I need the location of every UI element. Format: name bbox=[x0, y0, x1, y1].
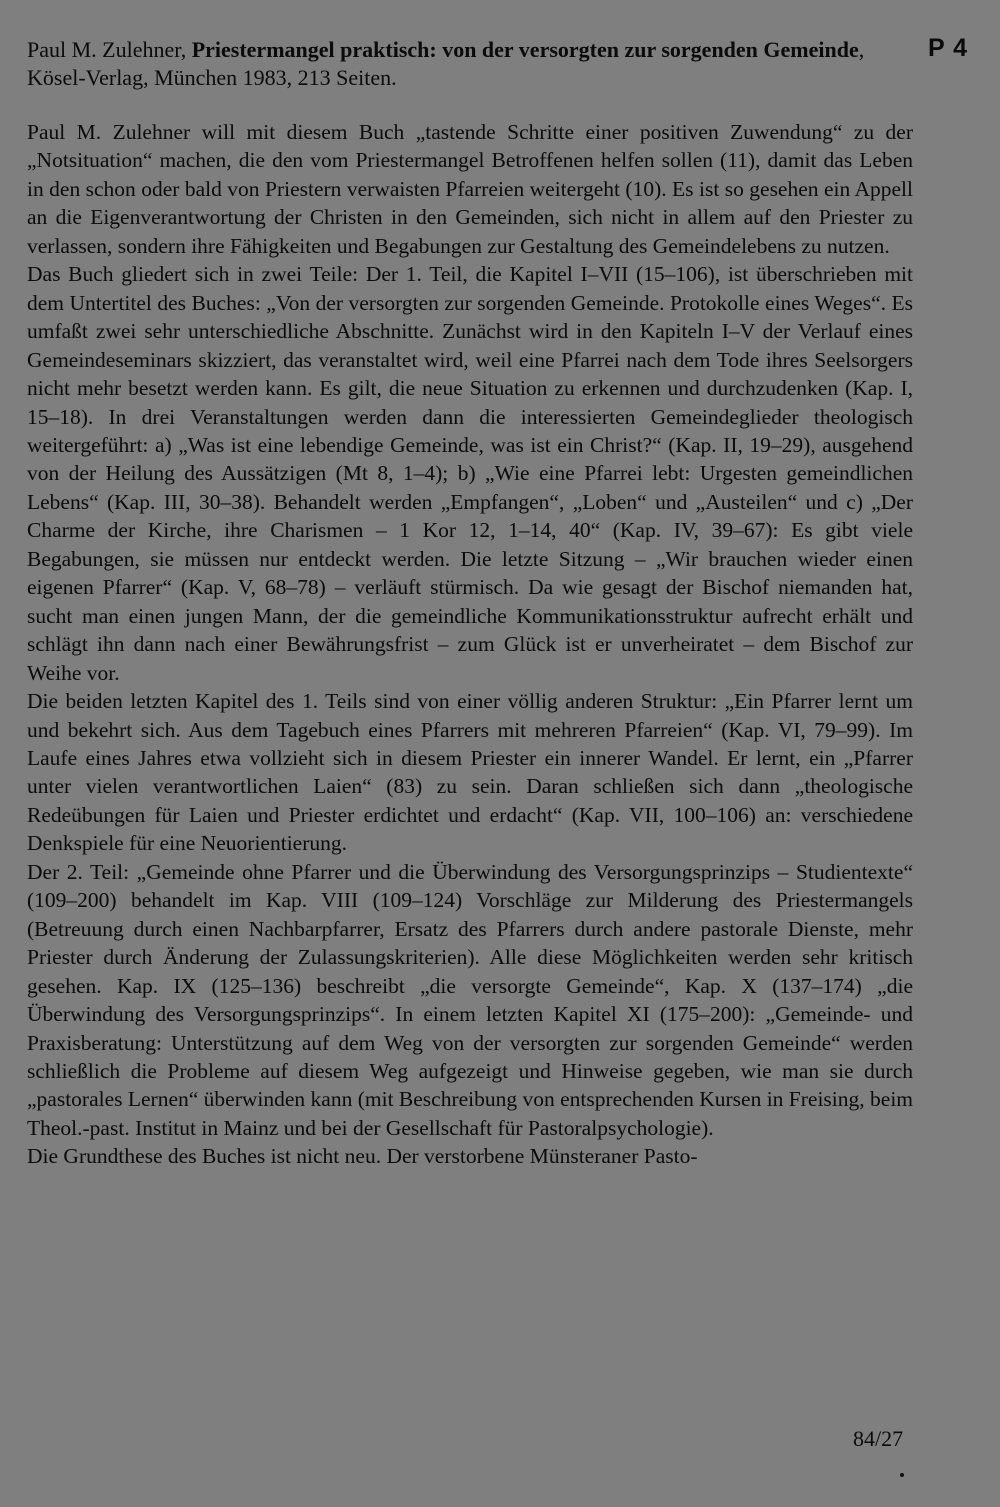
paragraph-1: Paul M. Zulehner will mit diesem Buch „tastende Schritte einer positiven Zuwendung“ zu der „Notsituation“ machen, die den vom Priestermangel Betroffenen helfen sollen (11), damit das Leben in den schon oder bald von Priestern verwaisten Pfarreien weitergeht (10). Es ist so gesehen ein Appell an die Eigenverantwortung der Christen in den Gemeinden, sich nicht in allem auf den Priester zu verlassen, sondern ihre Fähigkeiten und Begabungen zur Gestaltung des Gemeindelebens zu nutzen. bbox=[27, 120, 913, 258]
paragraph-2: Das Buch gliedert sich in zwei Teile: Der 1. Teil, die Kapitel I–VII (15–106), ist überschrieben mit dem Untertitel des Buches: „Von der versorgten zur sorgenden Gemeinde. Protokolle eines Weges“. Es umfaßt zwei sehr unterschiedliche Abschnitte. Zunächst wird in den Kapiteln I–V der Verlauf eines Gemeindeseminars skizziert, das veranstaltet wird, weil eine Pfarrei nach dem Tode ihres Seelsorgers nicht mehr besetzt werden kann. Es gilt, die neue Situation zu erkennen und durchzudenken (Kap. I, 15–18). In drei Veranstaltungen werden dann die interessierten Gemeindeglieder theologisch weitergeführt: a) „Was ist eine lebendige Gemeinde, was ist ein Christ?“ (Kap. II, 19–29), ausgehend von der Heilung des Aussätzigen (Mt 8, 1–4); b) „Wie eine Pfarrei lebt: Urgesten gemeindlichen Lebens“ (Kap. III, 30–38). Behandelt werden „Empfangen“, „Loben“ und „Austeilen“ und c) „Der Charme der Kirche, ihre Charismen – 1 Kor 12, 1–14, 40“ (Kap. IV, 39–67): Es gibt viele Begabungen, sie müssen nur entdeckt werden. Die letzte Sitzung – „Wir brauchen wieder einen eigenen Pfarrer“ (Kap. V, 68–78) – verläuft stürmisch. Da wie gesagt der Bischof niemanden hat, sucht man einen jungen Mann, der die gemeindliche Kommunikationsstruktur aufrecht erhält und schlägt ihn dann nach einer Bewährungsfrist – zum Glück ist er unverheiratet – dem Bischof zur Weihe vor. bbox=[27, 262, 913, 685]
citation-header bbox=[27, 36, 907, 92]
section-badge: P 4 bbox=[928, 34, 969, 62]
citation-author: Paul M. Zulehner, bbox=[27, 37, 192, 62]
page-reference: 84/27 bbox=[853, 1426, 904, 1451]
review-body bbox=[27, 118, 913, 1171]
paragraph-3: Die beiden letzten Kapitel des 1. Teils sind von einer völlig anderen Struktur: „Ein Pfarrer lernt um und bekehrt sich. Aus dem Tagebuch eines Pfarrers mit mehreren Pfarreien“ (Kap. VI, 79–99). Im Laufe eines Jahres etwa vollzieht sich in diesem Priester ein innerer Wandel. Er lernt, ein „Pfarrer unter vielen verantwortlichen Laien“ (83) zu sein. Daran schließen sich dann „theologische Redeübungen für Laien und Priester erdichtet und erdacht“ (Kap. VII, 100–106) an: verschiedene Denkspiele für eine Neuorientierung. bbox=[27, 689, 913, 856]
stray-mark bbox=[900, 1473, 904, 1477]
paragraph-5: Die Grundthese des Buches ist nicht neu. Der verstorbene Münsteraner Pasto- bbox=[27, 1144, 698, 1169]
paragraph-4: Der 2. Teil: „Gemeinde ohne Pfarrer und die Überwindung des Versorgungsprinzips – Studientexte“ (109–200) behandelt im Kap. VIII (109–124) Vorschläge zur Milderung des Priestermangels (Betreuung durch einen Nachbarpfarrer, Ersatz des Pfarrers durch andere pastorale Dienste, mehr Priester durch Änderung der Zulassungskriterien). Alle diese Möglichkeiten werden sehr kritisch gesehen. Kap. IX (125–136) beschreibt „die versorgte Gemeinde“, Kap. X (137–174) „die Überwindung des Versorgungsprinzips“. In einem letzten Kapitel XI (175–200): „Gemeinde- und Praxisberatung: Unterstützung auf dem Weg von der versorgten zur sorgenden Gemeinde“ werden schließlich die Probleme auf diesem Weg aufgezeigt und Hinweise gegeben, wie man sie durch „pastorales Lernen“ überwinden kann (mit Beschreibung von entsprechenden Kursen in Freising, beim Theol.-past. Institut in Mainz und bei der Gesellschaft für Pastoralpsychologie). bbox=[27, 859, 914, 1140]
citation-publisher: , Kösel-Verlag, München 1983, 213 Seiten. bbox=[27, 37, 865, 90]
citation-title: Priestermangel praktisch: von der versorgten zur sorgenden Gemeinde bbox=[191, 37, 859, 62]
